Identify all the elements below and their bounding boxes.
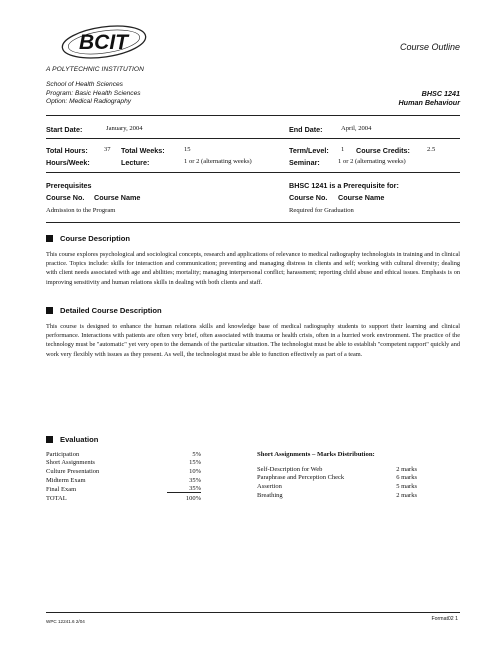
lecture-value: 1 or 2 (alternating weeks) — [184, 158, 252, 165]
course-description-title: Course Description — [60, 234, 131, 243]
end-date-value: April, 2004 — [341, 125, 372, 132]
marks-item-name: Breathing — [257, 491, 283, 499]
seminar-label: Seminar: — [289, 158, 320, 167]
detailed-description-heading — [46, 306, 162, 315]
eval-item-value: 35% — [189, 476, 201, 484]
total-weeks-value: 15 — [184, 146, 191, 153]
table-row — [46, 484, 201, 493]
header-divider — [46, 115, 460, 116]
bcit-logo-mark — [60, 22, 152, 66]
eval-item-name: Final Exam — [46, 485, 77, 493]
marks-distribution-heading: Short Assignments – Marks Distribution: — [257, 451, 375, 458]
option-name: Option: Medical Radiography — [46, 98, 132, 106]
marks-item-value: 5 marks — [396, 483, 417, 491]
eval-total-label: TOTAL — [46, 495, 67, 503]
program-name: Program: Basic Health Sciences — [46, 89, 141, 97]
footer-divider — [46, 612, 460, 613]
start-date-value: January, 2004 — [106, 125, 143, 132]
footer-page-info: Format02 1 — [431, 616, 458, 622]
prereq-for-col-name: Course Name — [338, 193, 385, 202]
marks-item-value: 2 marks — [396, 465, 417, 473]
course-description-heading — [46, 234, 130, 243]
marks-item-name: Self-Description for Web — [257, 465, 323, 473]
marks-item-name: Assertion — [257, 483, 282, 491]
total-hours-value: 37 — [104, 146, 111, 153]
bcit-logo — [60, 22, 152, 66]
start-date-label: Start Date: — [46, 125, 83, 134]
program-info — [46, 81, 141, 107]
eval-item-name: Culture Presentation — [46, 468, 100, 476]
eval-item-value: 5% — [192, 450, 201, 458]
hours-week-label: Hours/Week: — [46, 158, 90, 167]
table-row — [46, 493, 201, 502]
detailed-description-title: Detailed Course Description — [60, 306, 162, 315]
prereq-divider — [46, 172, 460, 173]
section-bullet-icon — [46, 235, 53, 242]
course-credits-value: 2.5 — [427, 146, 436, 153]
seminar-value: 1 or 2 (alternating weeks) — [338, 158, 406, 165]
logo-wordmark: BCIT — [79, 31, 128, 54]
table-row — [257, 490, 417, 499]
evaluation-heading — [46, 435, 98, 444]
eval-total-value: 100% — [185, 495, 201, 503]
evaluation-table — [46, 449, 201, 502]
table-row — [46, 449, 201, 458]
marks-item-name: Paraphrase and Perception Check — [257, 474, 345, 482]
section-bullet-icon — [46, 307, 53, 314]
marks-item-value: 2 marks — [396, 491, 417, 499]
lecture-label: Lecture: — [121, 158, 150, 167]
eval-item-value: 35% — [167, 484, 201, 493]
eval-item-name: Short Assignments — [46, 459, 95, 467]
course-description-text: This course explores psychological and sociological concepts, research and applications of relevance to medical radiography technologists in training and in clinical practice. Topics include: skills for interaction and communication; preventing and managing distress in clients and self; working with cultural diversity; dealing with client needs associated with age and abilities; mortality; managing interpersonal conflict; harassment; reporting child abuse and ethical issues. Emphasis is on improving sensitivity and human relations skills in dealing with both clients and staff. — [46, 251, 460, 286]
institution-tagline: A POLYTECHNIC INSTITUTION — [46, 66, 144, 73]
prereq-col-name: Course Name — [94, 193, 141, 202]
school-name: School of Health Sciences — [46, 81, 123, 88]
term-level-label: Term/Level: — [289, 146, 329, 155]
total-hours-label: Total Hours: — [46, 146, 88, 155]
course-code: BHSC 1241 — [421, 89, 460, 98]
total-weeks-label: Total Weeks: — [121, 146, 165, 155]
end-date-label: End Date: — [289, 125, 323, 134]
marks-item-value: 6 marks — [396, 474, 417, 482]
prereq-for-heading: BHSC 1241 is a Prerequisite for: — [289, 181, 399, 190]
table-row — [257, 481, 417, 490]
marks-distribution-table — [257, 464, 417, 499]
prereq-item: Admission to the Program — [46, 207, 116, 214]
prereq-for-col-no: Course No. — [289, 193, 328, 202]
eval-item-name: Participation — [46, 450, 80, 458]
eval-item-name: Midterm Exam — [46, 476, 86, 484]
document-type: Course Outline — [399, 42, 460, 52]
table-row — [46, 466, 201, 475]
table-row — [46, 458, 201, 467]
prereq-for-item: Required for Graduation — [289, 207, 354, 214]
course-title: Human Behaviour — [398, 98, 460, 107]
footer-doc-id: WPC 12241.6 2/04 — [46, 619, 85, 624]
description-divider — [46, 222, 460, 223]
table-row — [46, 475, 201, 484]
term-level-value: 1 — [341, 146, 345, 153]
eval-item-value: 15% — [189, 459, 201, 467]
prereq-col-no: Course No. — [46, 193, 85, 202]
table-row — [257, 464, 417, 473]
table-row — [257, 473, 417, 482]
detailed-description-text: This course is designed to enhance the human relations skills and knowledge base of medical radiography students to support their learning and clinical performance. Interactions with patients are often very brief, often associated with trauma or health crisis, often in a hurried work environment. The practice of the technology must be "automatic" yet very open to the demands of the particular situation. The technologist must be able to establish "competent rapport" quickly and work very flexibly with issues as they present. As well, the technologist must be able to function effectively as part of a team. — [46, 323, 460, 358]
prerequisites-heading: Prerequisites — [46, 181, 92, 190]
course-identity — [398, 89, 460, 107]
schedule-divider — [46, 138, 460, 139]
section-bullet-icon — [46, 436, 53, 443]
evaluation-title: Evaluation — [60, 435, 99, 444]
eval-item-value: 10% — [189, 468, 201, 476]
course-credits-label: Course Credits: — [356, 146, 410, 155]
